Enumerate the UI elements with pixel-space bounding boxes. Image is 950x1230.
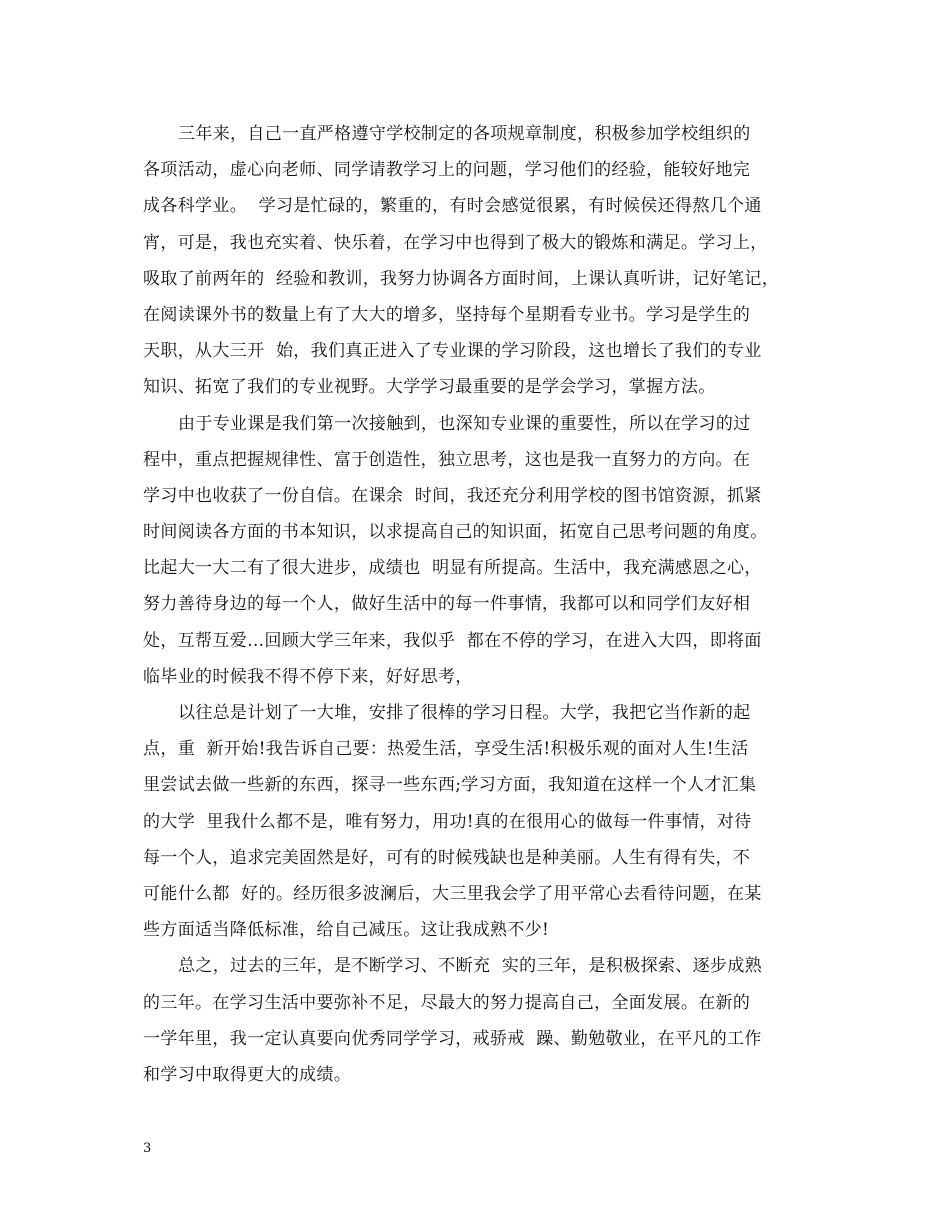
text-line: 成各科学业。 学习是忙碌的，繁重的，有时会感觉很累，有时候侯还得熬几个通	[143, 196, 762, 217]
text-line: 的大学 里我什么都不是，唯有努力，用功!真的在很用心的做每一件事情，对待	[143, 811, 752, 832]
text-line: 天职，从大三开 始，我们真正进入了专业课的学习阶段，这也增长了我们的专业	[143, 341, 762, 362]
paragraph	[143, 406, 815, 696]
text-line: 临毕业的时候我不得不停下来，好好思考，	[143, 666, 473, 687]
text-line: 由于专业课是我们第一次接触到，也深知专业课的重要性，所以在学习的过	[178, 413, 751, 434]
paragraph	[143, 695, 815, 948]
page-number: 3	[143, 1141, 152, 1156]
text-line: 学习中也收获了一份自信。在课余 时间，我还充分利用学校的图书馆资源，抓紧	[143, 485, 762, 506]
text-line: 处，互帮互爱…回顾大学三年来，我似乎 都在不停的学习，在进入大四，即将面	[143, 630, 762, 651]
text-line: 努力善待身边的每一个人，做好生活中的每一件事情，我都可以和同学们友好相	[143, 594, 751, 615]
text-line: 各项活动，虚心向老师、同学请教学习上的问题，学习他们的经验，能较好地完	[143, 160, 751, 181]
text-line: 程中，重点把握规律性、富于创造性，独立思考，这也是我一直努力的方向。在	[143, 449, 751, 470]
text-line: 里尝试去做一些新的东西，探寻一些东西;学习方面，我知道在这样一个人才汇集	[143, 775, 757, 796]
text-line: 些方面适当降低标准，给自己减压。这让我成熟不少!	[143, 920, 550, 941]
text-line: 一学年里，我一定认真要向优秀同学学习，戒骄戒 躁、勤勉敬业，在平凡的工作	[143, 1028, 762, 1049]
text-line: 的三年。在学习生活中要弥补不足，尽最大的努力提高自己，全面发展。在新的	[143, 992, 751, 1013]
text-line: 比起大一大二有了很大进步，成绩也 明显有所提高。生活中，我充满感恩之心，	[143, 558, 762, 579]
text-line: 三年来，自己一直严格遵守学校制定的各项规章制度，积极参加学校组织的	[178, 124, 751, 144]
text-line: 点，重 新开始!我告诉自己要：热爱生活，享受生活!积极乐观的面对人生!生活	[143, 739, 749, 760]
text-line: 吸取了前两年的 经验和教训，我努力协调各方面时间，上课认真听讲，记好笔记，	[143, 268, 780, 289]
document-body	[143, 116, 815, 1093]
paragraph	[143, 948, 815, 1093]
text-line: 可能什么都 好的。经历很多波澜后，大三里我会学了用平常心去看待问题，在某	[143, 883, 762, 904]
text-line: 总之，过去的三年，是不断学习、不断充 实的三年，是积极探索、逐步成熟	[178, 956, 763, 977]
text-line: 每一个人，追求完美固然是好，可有的时候残缺也是种美丽。人生有得有失，不	[143, 847, 751, 868]
text-line: 知识、拓宽了我们的专业视野。大学学习最重要的是学会学习，掌握方法。	[143, 377, 716, 398]
text-line: 以往总是计划了一大堆，安排了很棒的学习日程。大学，我把它当作新的起	[178, 703, 751, 723]
paragraph	[143, 116, 815, 406]
text-line: 时间阅读各方面的书本知识，以求提高自己的知识面，拓宽自己思考问题的角度。	[143, 522, 768, 543]
text-line: 在阅读课外书的数量上有了大大的增多，坚持每个星期看专业书。学习是学生的	[143, 304, 751, 325]
text-line: 宵，可是，我也充实着、快乐着，在学习中也得到了极大的锻炼和满足。学习上，	[143, 232, 768, 253]
text-line: 和学习中取得更大的成绩。	[143, 1064, 352, 1085]
